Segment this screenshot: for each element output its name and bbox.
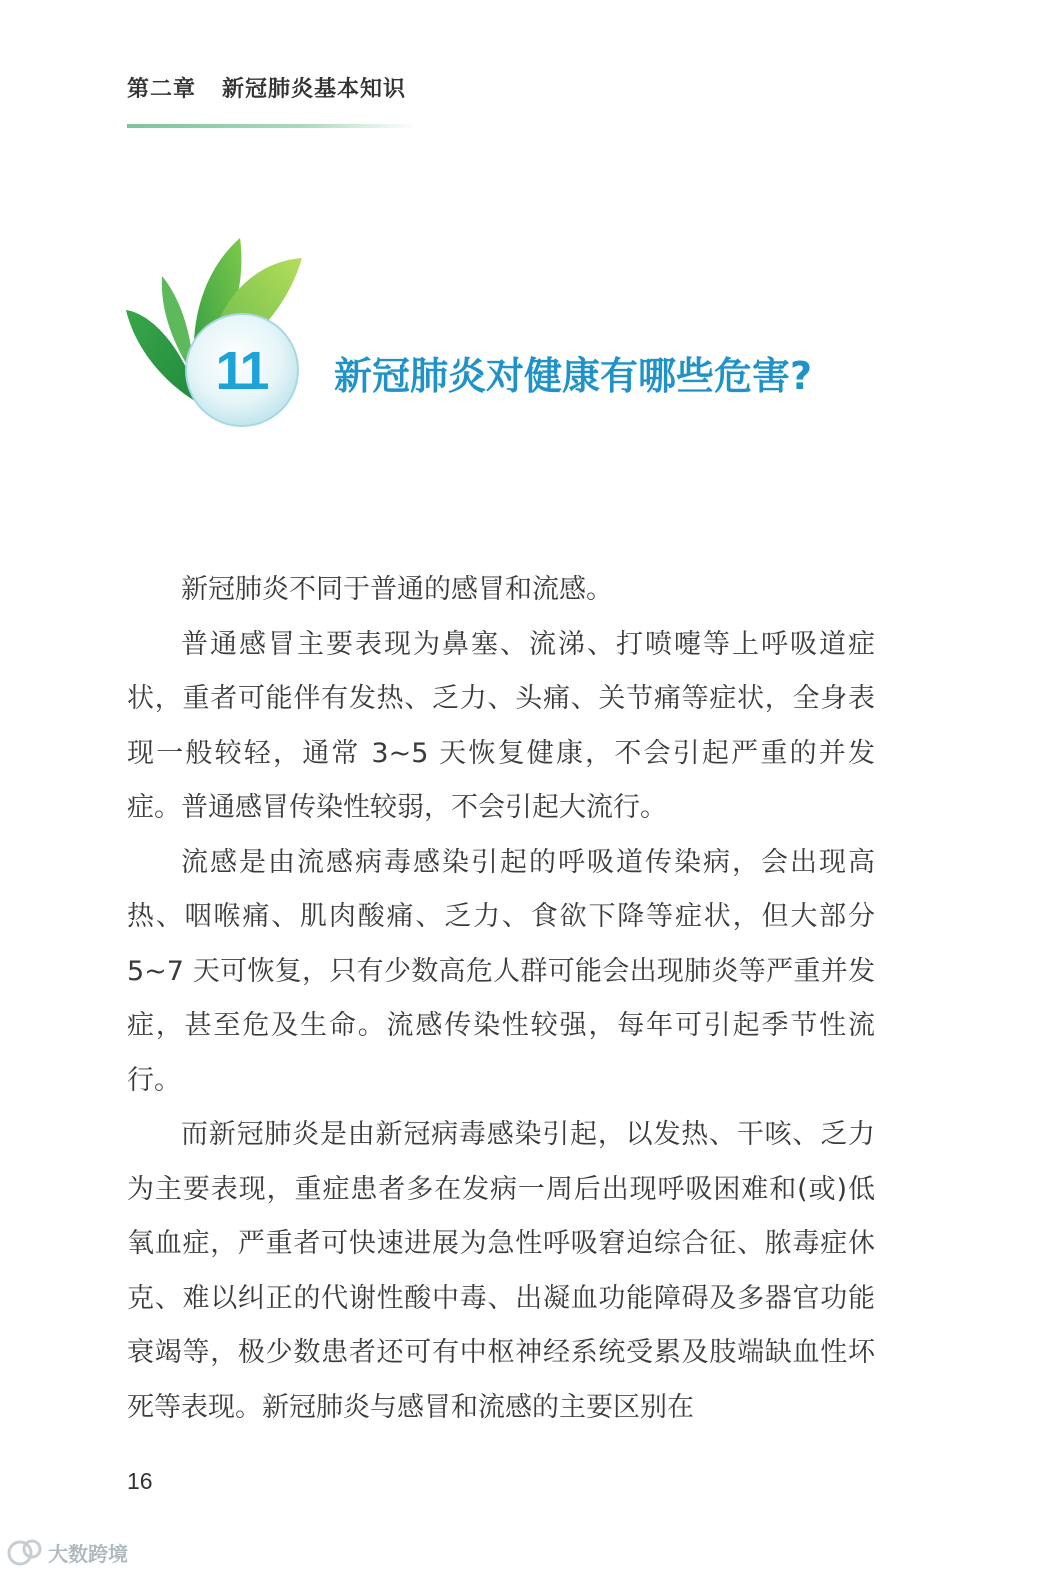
- chapter-header: [127, 72, 406, 103]
- watermark-logo-icon: [6, 1535, 46, 1571]
- section-number: 11: [215, 341, 267, 401]
- paragraph: 普通感冒主要表现为鼻塞、流涕、打喷嚏等上呼吸道症状，重者可能伴有发热、乏力、头痛、关节痛等症状，全身表现一般较轻，通常 3~5 天恢复健康，不会引起严重的并发症。普通感冒传染性较弱，不会引起大流行。: [127, 628, 875, 823]
- header-rule: [127, 124, 417, 128]
- chapter-label: 第二章: [127, 77, 197, 102]
- body-text: [127, 563, 875, 1435]
- paragraph: 流感是由流感病毒感染引起的呼吸道传染病，会出现高热、咽喉痛、肌肉酸痛、乏力、食欲下降等症状，但大部分 5~7 天可恢复，只有少数高危人群可能会出现肺炎等严重并发症，甚至危及生命。流感传染性较强，每年可引起季节性流行。: [127, 846, 875, 1096]
- page-number: 16: [127, 1468, 153, 1494]
- chapter-title: 新冠肺炎基本知识: [222, 77, 407, 102]
- watermark-text: 大数跨境: [48, 1542, 128, 1566]
- section-title: 新冠肺炎对健康有哪些危害?: [334, 354, 813, 398]
- paragraph: 而新冠肺炎是由新冠病毒感染引起，以发热、干咳、乏力为主要表现，重症患者多在发病一周后出现呼吸困难和(或)低氧血症，严重者可快速进展为急性呼吸窘迫综合征、脓毒症休克、难以纠正的代谢性酸中毒、出凝血功能障碍及多器官功能衰竭等，极少数患者还可有中枢神经系统受累及肢端缺血性坏死等表现。新冠肺炎与感冒和流感的主要区别在: [127, 1119, 875, 1423]
- paragraph: 新冠肺炎不同于普通的感冒和流感。: [181, 574, 613, 605]
